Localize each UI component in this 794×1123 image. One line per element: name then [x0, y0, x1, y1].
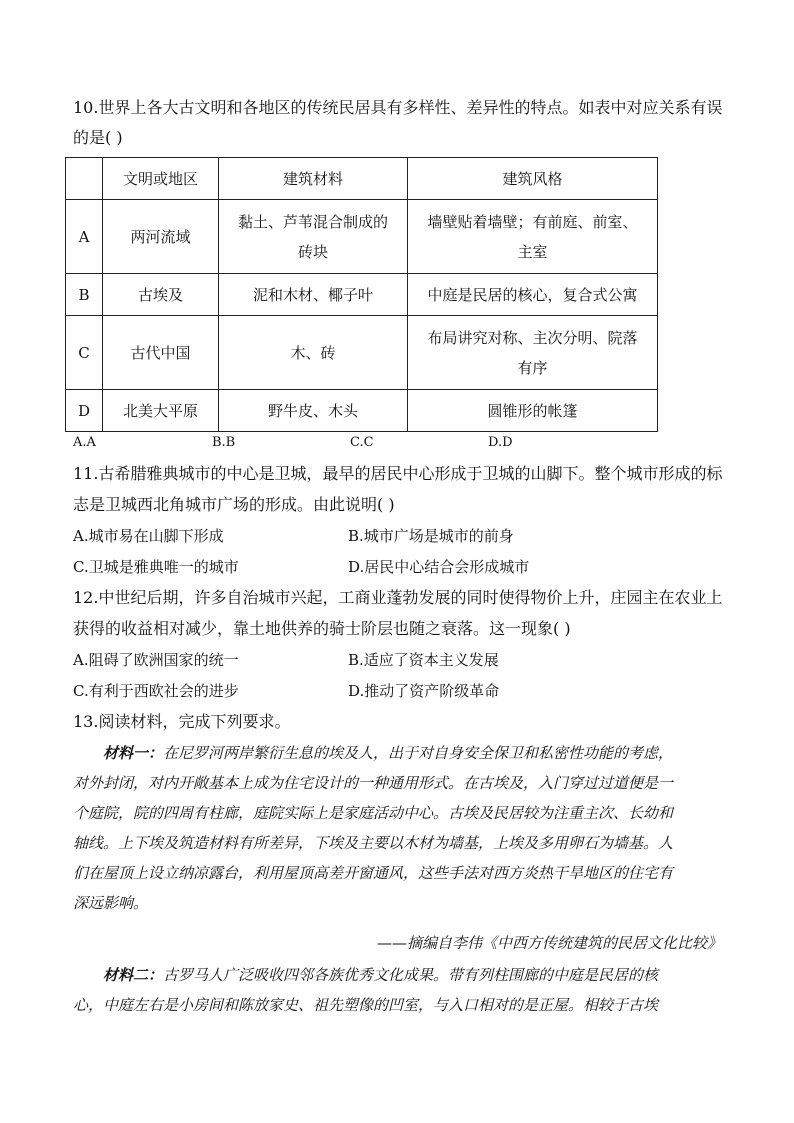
material-two-label: 材料二：	[103, 966, 164, 984]
material-two	[73, 960, 723, 1020]
material-text: 古罗马人广泛吸收四邻各族优秀文化成果。带有列柱围廊的中庭是民居的核	[163, 966, 659, 984]
q12-option-b[interactable]: B.适应了资本主义发展	[348, 651, 499, 669]
row-region: 两河流域	[103, 200, 219, 274]
row-key: A	[66, 200, 103, 274]
table-header-cell: 建筑材料	[219, 158, 408, 200]
row-material: 木、砖	[219, 316, 408, 390]
q12-option-a[interactable]: A.阻碍了欧洲国家的统一	[73, 651, 239, 669]
material-line: 心，中庭左右是小房间和陈放家史、祖先塑像的凹室，与入口相对的是正屋。相较于古埃	[73, 996, 659, 1014]
material-line: 深远影响。	[73, 894, 149, 912]
material-line: 轴线。上下埃及筑造材料有所差异，下埃及主要以木材为墙基，上埃及多用卵石为墙基。人	[73, 834, 674, 852]
q10-option-a[interactable]: A.A	[73, 435, 96, 450]
q11-option-b[interactable]: B.城市广场是城市的前身	[348, 527, 514, 545]
material-text: 在尼罗河两岸繁衍生息的埃及人，出于对自身安全保卫和私密性功能的考虑，	[163, 744, 674, 762]
q11-stem-line1: 11.古希腊雅典城市的中心是卫城，最早的居民中心形成于卫城的山脚下。整个城市形成的标	[73, 464, 723, 483]
q13-stem: 13.阅读材料，完成下列要求。	[73, 712, 291, 731]
row-region: 古代中国	[103, 316, 219, 390]
row-style	[408, 316, 658, 390]
table-row	[66, 390, 658, 432]
material-one-label: 材料一：	[103, 744, 164, 762]
material-line: 对外封闭，对内开敞基本上成为住宅设计的一种通用形式。在古埃及，入门穿过过道便是一	[73, 774, 674, 792]
style-line: 布局讲究对称、主次分明、院落	[427, 328, 638, 347]
table-row	[66, 274, 658, 316]
q12-stem-line1: 12.中世纪后期，许多自治城市兴起，工商业蓬勃发展的同时使得物价上升，庄园主在农业上	[73, 588, 723, 607]
table-header-cell: 文明或地区	[103, 158, 219, 200]
row-material: 野牛皮、木头	[219, 390, 408, 432]
material-line	[73, 960, 723, 990]
style-line: 有序	[517, 358, 548, 377]
table-header-row	[66, 158, 658, 200]
q12-option-c[interactable]: C.有利于西欧社会的进步	[73, 682, 239, 700]
style-line: 主室	[517, 242, 548, 261]
style-line: 墙壁贴着墙壁；有前庭、前室、	[427, 212, 638, 231]
q11-option-d[interactable]: D.居民中心结合会形成城市	[348, 558, 530, 576]
table-header-cell: 建筑风格	[408, 158, 658, 200]
row-style	[408, 200, 658, 274]
q11-stem-line2: 志是卫城西北角城市广场的形成。由此说明( )	[73, 495, 395, 514]
q10-stem-line1: 10.世界上各大古文明和各地区的传统民居具有多样性、差异性的特点。如表中对应关系有误	[73, 98, 723, 117]
table-row	[66, 200, 658, 274]
row-style: 中庭是民居的核心，复合式公寓	[408, 274, 658, 316]
row-key: D	[66, 390, 103, 432]
material-line: 个庭院，院的四周有柱廊，庭院实际上是家庭活动中心。古埃及民居较为注重主次、长幼和	[73, 804, 674, 822]
row-style: 圆锥形的帐篷	[408, 390, 658, 432]
row-region: 北美大平原	[103, 390, 219, 432]
table-row	[66, 316, 658, 390]
q11-option-c[interactable]: C.卫城是雅典唯一的城市	[73, 558, 239, 576]
q10-option-d[interactable]: D.D	[488, 435, 513, 450]
material-one	[73, 738, 723, 918]
material-line: 们在屋顶上设立纳凉露台，利用屋顶高差开窗通风，这些手法对西方炎热干旱地区的住宅有	[73, 864, 674, 882]
material-line	[73, 738, 723, 768]
q11-option-a[interactable]: A.城市易在山脚下形成	[73, 527, 224, 545]
q12-option-d[interactable]: D.推动了资产阶级革命	[348, 682, 500, 700]
q12-stem-line2: 获得的收益相对减少，靠土地供养的骑士阶层也随之衰落。这一现象( )	[73, 619, 571, 638]
material-line: 黏土、芦苇混合制成的	[237, 212, 388, 231]
row-material: 泥和木材、椰子叶	[219, 274, 408, 316]
q10-stem-line2: 的是( )	[73, 128, 123, 147]
row-key: C	[66, 316, 103, 390]
q10-option-c[interactable]: C.C	[350, 435, 374, 450]
row-region: 古埃及	[103, 274, 219, 316]
material-one-source: ——摘编自李伟《中西方传统建筑的民居文化比较》	[376, 934, 722, 952]
table-header-cell	[66, 158, 103, 200]
q10-option-b[interactable]: B.B	[212, 435, 236, 450]
material-line: 砖块	[297, 242, 328, 261]
q10-table	[65, 157, 658, 432]
row-key: B	[66, 274, 103, 316]
row-material	[219, 200, 408, 274]
